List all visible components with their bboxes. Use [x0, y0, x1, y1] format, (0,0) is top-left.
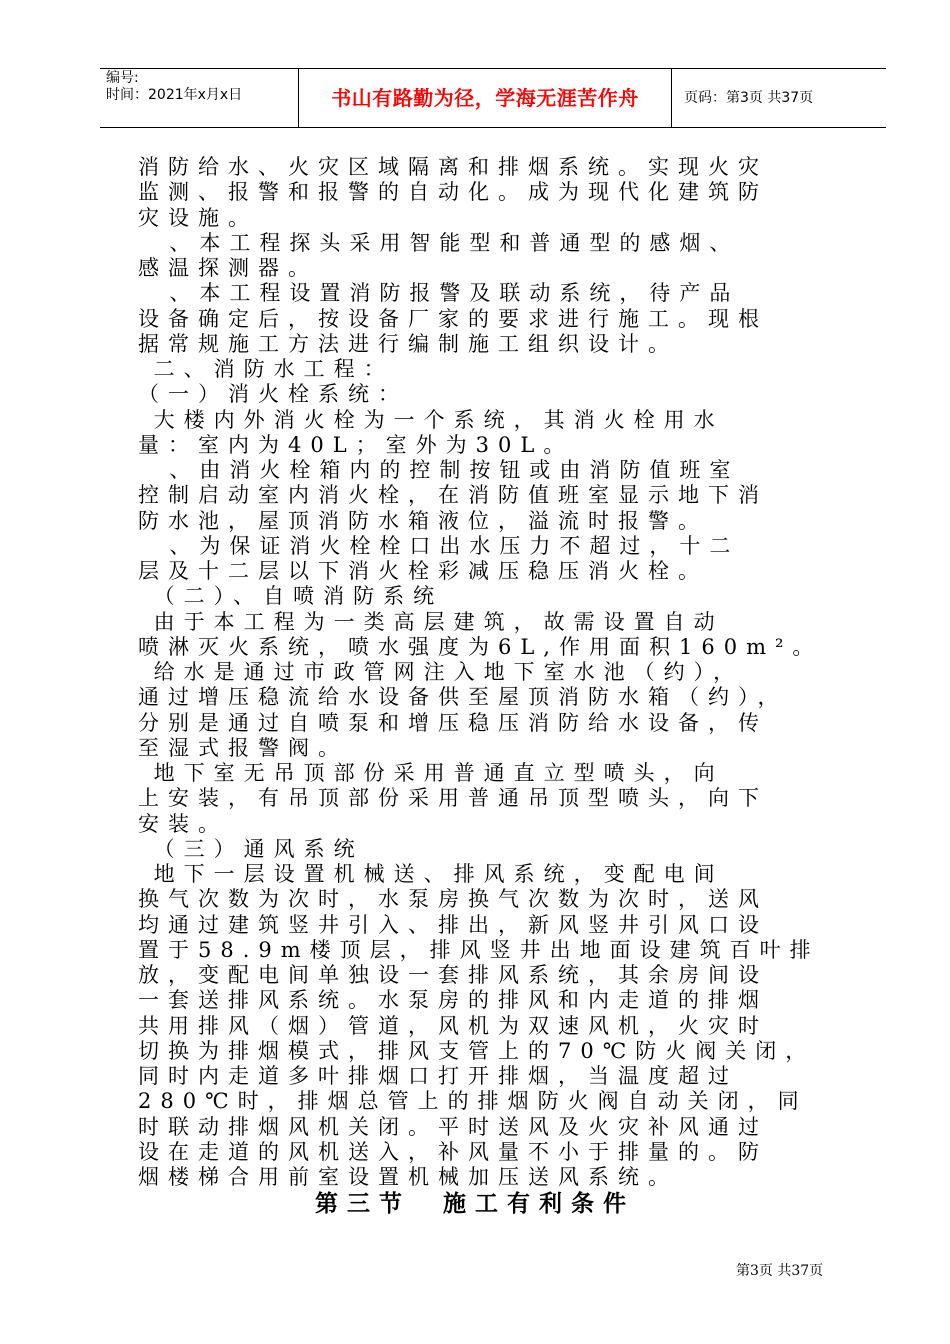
- body-line: 、本工程设置消防报警及联动系统，待产品: [138, 281, 740, 306]
- body-line: 安装。: [138, 811, 228, 836]
- body-line: 时联动排烟风机关闭。平时送风及火灾补风通过: [138, 1114, 768, 1139]
- body-line: 通过增压稳流给水设备供至屋顶消防水箱（约），: [138, 685, 788, 710]
- body-line: 切换为排烟模式，排风支管上的70℃防火阀关闭，: [138, 1038, 816, 1063]
- body-line: 设在走道的风机送入，补风量不小于排量的。防: [138, 1139, 768, 1164]
- header-meta: [100, 69, 299, 127]
- body-line: 一套送排风系统。水泵房的排风和内走道的排烟: [138, 988, 768, 1013]
- body-line: 设备确定后，按设备厂家的要求进行施工。现根: [138, 306, 768, 331]
- body-line: 感温探测器。: [138, 256, 318, 280]
- footer-page-info: 第3页 共37页: [736, 1263, 824, 1279]
- body-line: 灾设施。: [138, 205, 258, 230]
- body-line: 由于本工程为一类高层建筑，故需设置自动: [138, 609, 724, 634]
- body-line: 二、消防水工程：: [138, 357, 394, 381]
- body-line: 分别是通过自喷泵和增压稳压消防给水设备，传: [138, 710, 768, 735]
- body-line: 据常规施工方法进行编制施工组织设计。: [138, 331, 678, 356]
- body-line: 给水是通过市政管网注入地下室水池（约），: [138, 660, 744, 684]
- body-line: （三）通风系统: [138, 836, 364, 861]
- body-line: 换气次数为次时，水泵房换气次数为次时，送风: [138, 887, 768, 912]
- body-line: 共用排风（烟）管道，风机为双速风机，火灾时: [138, 1013, 768, 1038]
- header-motto: 书山有路勤为径，学海无涯苦作舟: [299, 69, 672, 127]
- page-header: [100, 68, 886, 128]
- body-line: 量：室内为40L；室外为30L。: [138, 432, 574, 457]
- body-line: 监测、报警和报警的自动化。成为现代化建筑防: [138, 180, 768, 205]
- body-line: 喷淋灭火系统，喷水强度为6L,作用面积160m²。: [138, 634, 823, 659]
- date-label: 时间：2021年x月x日: [106, 87, 243, 103]
- body-line: 地下一层设置机械送、排风系统，变配电间: [138, 862, 724, 886]
- body-line: 、由消火栓箱内的控制按钮或由消防值班室: [138, 458, 740, 482]
- code-label: 编号:: [106, 70, 139, 86]
- body-line: 同时内走道多叶排烟口打开排烟，当温度超过: [138, 1064, 738, 1088]
- body-line: 均通过建筑竖井引入、排出，新风竖井引风口设: [138, 912, 768, 937]
- body-line: 层及十二层以下消火栓彩减压稳压消火栓。: [138, 559, 708, 583]
- body-text: [138, 155, 868, 1190]
- body-line: 地下室无吊顶部份采用普通直立型喷头，向: [138, 761, 724, 785]
- body-line: 控制启动室内消火栓，在消防值班室显示地下消: [138, 483, 768, 508]
- body-line: 放，变配电间单独设一套排风系统，其余房间设: [138, 963, 768, 987]
- body-line: 上安装，有吊顶部份采用普通吊顶型喷头，向下: [138, 786, 768, 811]
- header-page-label: 页码：第3页 共37页: [684, 90, 814, 106]
- body-line: 、为保证消火栓栓口出水压力不超过，十二: [138, 533, 740, 558]
- body-line: 至湿式报警阀。: [138, 735, 348, 760]
- section-title: 第三节 施工有利条件: [315, 1191, 635, 1217]
- body-line: 、本工程探头采用智能型和普通型的感烟、: [138, 230, 740, 255]
- body-line: 防水池，屋顶消防水箱液位，溢流时报警。: [138, 508, 708, 533]
- body-line: 消防给水、火灾区域隔离和排烟系统。实现火灾: [138, 155, 768, 179]
- body-line: 大楼内外消火栓为一个系统，其消火栓用水: [138, 407, 724, 432]
- body-line: 烟楼梯合用前室设置机械加压送风系统。: [138, 1165, 678, 1189]
- body-line: （二）、自喷消防系统: [138, 584, 444, 609]
- body-line: 280℃时，排烟总管上的排烟防火阀自动关闭，同: [138, 1089, 808, 1114]
- body-line: 置于58.9m楼顶层，排风竖井出地面设建筑百叶排: [138, 937, 820, 962]
- body-line: （一）消火栓系统：: [138, 382, 408, 407]
